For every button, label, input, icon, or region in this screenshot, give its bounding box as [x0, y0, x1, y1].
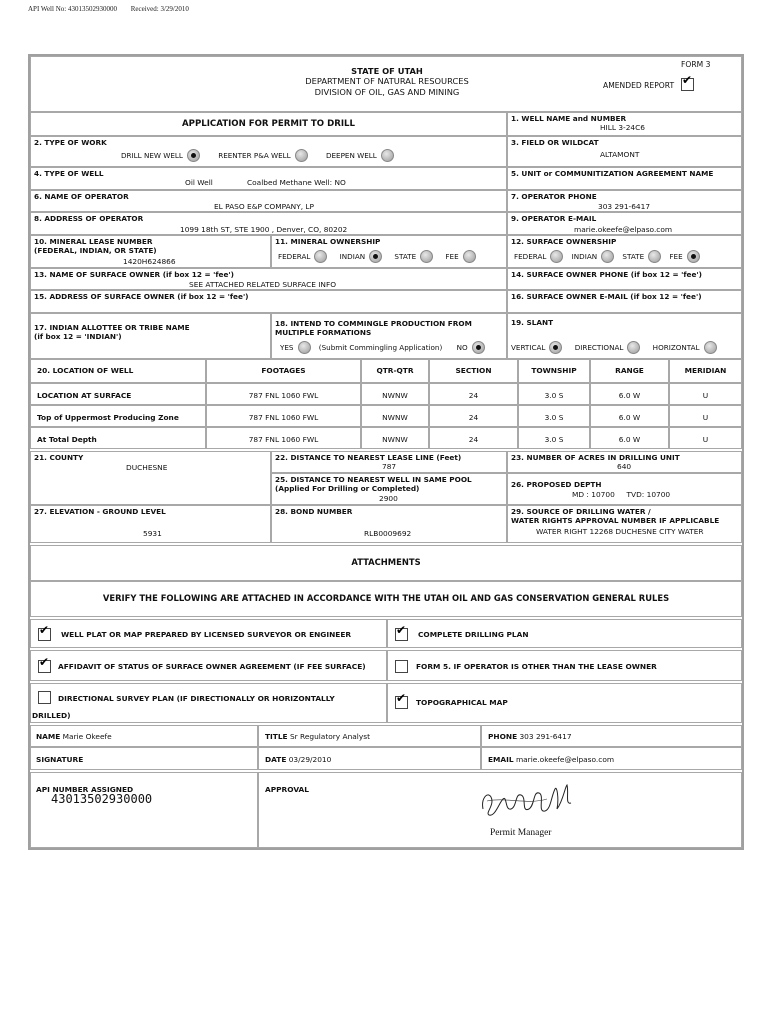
table-row-label: Top of Uppermost Producing Zone [30, 405, 206, 427]
surface-state-radio[interactable] [648, 250, 661, 263]
slant-directional-radio[interactable] [627, 341, 640, 354]
mineral-ownership-options [278, 250, 476, 263]
name-cell [30, 725, 258, 747]
mineral-indian-label: INDIAN [339, 252, 366, 261]
app-title-cell [30, 112, 507, 136]
field-22-label: 22. DISTANCE TO NEAREST LEASE LINE (Feet) [275, 453, 462, 462]
table-cell: U [669, 383, 742, 405]
title-value: Sr Regulatory Analyst [289, 732, 370, 741]
mineral-fee-radio[interactable] [463, 250, 476, 263]
field-6-label: 6. NAME OF OPERATOR [34, 192, 129, 201]
attachment-2-cell [387, 619, 742, 648]
table-cell: 24 [429, 427, 518, 449]
field-17-label: 17. INDIAN ALLOTTEE OR TRIBE NAME [34, 323, 190, 332]
field-23-label: 23. NUMBER OF ACRES IN DRILLING UNIT [511, 453, 680, 462]
field-12-cell [507, 235, 742, 268]
table-cell: 787 FNL 1060 FWL [206, 405, 361, 427]
field-21-cell [30, 451, 271, 505]
surface-indian-radio[interactable] [601, 250, 614, 263]
attachments-verify-text: VERIFY THE FOLLOWING ARE ATTACHED IN ACCORDANCE WITH THE UTAH OIL AND GAS CONSERVATION GENERAL RULES [102, 593, 670, 603]
title-row [265, 732, 370, 741]
loc-header-footages: FOOTAGES [206, 359, 361, 383]
commingle-options [280, 341, 485, 354]
table-cell: 6.0 W [590, 383, 669, 405]
attachments-title-cell [30, 545, 742, 581]
field-26-cell [507, 473, 742, 505]
api-number-value: 43013502930000 [51, 792, 153, 806]
field-1-cell [507, 112, 742, 136]
field-25-sublabel: (Applied For Drilling or Completed) [275, 484, 420, 493]
reenter-radio[interactable] [295, 149, 308, 162]
field-27-label: 27. ELEVATION - GROUND LEVEL [34, 507, 166, 516]
field-28-cell [271, 505, 507, 543]
field-29-sublabel: WATER RIGHTS APPROVAL NUMBER IF APPLICABLE [511, 516, 720, 525]
field-10-label: 10. MINERAL LEASE NUMBER [34, 237, 153, 246]
slant-horizontal-label: HORIZONTAL [652, 343, 700, 352]
well-type-value: Oil Well [185, 178, 213, 187]
field-15-cell [30, 290, 507, 313]
attachment-1-label: WELL PLAT OR MAP PREPARED BY LICENSED SURVEYOR OR ENGINEER [61, 630, 352, 639]
loc-header-section: SECTION [429, 359, 518, 383]
attachments-verify-cell [30, 581, 742, 617]
field-18-cell [271, 313, 507, 359]
mineral-fee-label: FEE [445, 252, 459, 261]
field-9-label: 9. OPERATOR E-MAIL [511, 214, 597, 223]
approval-signature [477, 779, 577, 823]
attachment-4-cell [387, 650, 742, 681]
bond-number-value: RLB0009692 [364, 529, 412, 538]
commingle-no-radio[interactable] [472, 341, 485, 354]
date-label: DATE [265, 755, 287, 764]
field-29-label: 29. SOURCE OF DRILLING WATER / [511, 507, 651, 516]
email-cell [481, 747, 742, 770]
title-block [30, 56, 742, 112]
form-number: FORM 3 [681, 60, 711, 69]
field-3-cell [507, 136, 742, 167]
field-3-label: 3. FIELD OR WILDCAT [511, 138, 599, 147]
operator-email-value: marie.okeefe@elpaso.com [574, 225, 673, 234]
phone-label: PHONE [488, 732, 518, 741]
field-16-cell [507, 290, 742, 313]
loc-header-range: RANGE [590, 359, 669, 383]
slant-vertical-label: VERTICAL [511, 343, 546, 352]
elevation-value: 5931 [143, 529, 162, 538]
surface-state-label: STATE [622, 252, 645, 261]
attachment-5-label: DIRECTIONAL SURVEY PLAN (IF DIRECTIONALLY OR HORIZONTALLY [58, 694, 335, 703]
table-cell: 24 [429, 383, 518, 405]
field-29-cell [507, 505, 742, 543]
email-label: EMAIL [488, 755, 514, 764]
type-of-work-options [121, 149, 394, 162]
table-cell: 3.0 S [518, 427, 590, 449]
table-cell: 6.0 W [590, 427, 669, 449]
field-19-cell [507, 313, 742, 359]
title-line2: DEPARTMENT OF NATURAL RESOURCES [305, 76, 469, 86]
approval-cell [258, 772, 742, 848]
field-26-label: 26. PROPOSED DEPTH [511, 480, 602, 489]
field-11-label: 11. MINERAL OWNERSHIP [275, 237, 381, 246]
mineral-indian-radio[interactable] [369, 250, 382, 263]
date-cell [258, 747, 481, 770]
field-value: ALTAMONT [600, 150, 640, 159]
attachment-5-checkbox[interactable] [38, 691, 51, 704]
attachment-2-checkbox[interactable] [395, 628, 408, 641]
drill-new-well-radio[interactable] [187, 149, 200, 162]
name-value: Marie Okeefe [62, 732, 112, 741]
attachment-5-label-cont: DRILLED) [32, 711, 71, 720]
table-row-label: At Total Depth [30, 427, 206, 449]
api-number-cell [30, 772, 258, 848]
deepen-label: DEEPEN WELL [325, 151, 377, 160]
commingle-no-label: NO [456, 343, 468, 352]
attachment-4-label: FORM 5. IF OPERATOR IS OTHER THAN THE LEASE OWNER [416, 662, 657, 671]
commingle-yes-radio[interactable] [298, 341, 311, 354]
surface-ownership-options [514, 250, 700, 263]
mineral-federal-label: FEDERAL [278, 252, 311, 261]
field-6-cell [30, 190, 507, 212]
date-row [265, 755, 331, 764]
attachment-3-label: AFFIDAVIT OF STATUS OF SURFACE OWNER AGREEMENT (IF FEE SURFACE) [58, 662, 366, 671]
field-1-label: 1. WELL NAME and NUMBER [511, 114, 627, 123]
loc-header-township: TOWNSHIP [518, 359, 590, 383]
table-cell: 787 FNL 1060 FWL [206, 383, 361, 405]
commingle-note: (Submit Commingling Application) [318, 343, 443, 352]
field-8-label: 8. ADDRESS OF OPERATOR [34, 214, 144, 223]
attachment-1-cell [30, 619, 387, 648]
field-2-label: 2. TYPE OF WORK [34, 138, 107, 147]
surface-federal-radio[interactable] [550, 250, 563, 263]
drill-new-well-label: DRILL NEW WELL [121, 151, 183, 160]
signature-cell [30, 747, 258, 770]
field-14-cell [507, 268, 742, 290]
field-21-label: 21. COUNTY [34, 453, 84, 462]
operator-name-value: EL PASO E&P COMPANY, LP [214, 202, 314, 211]
name-row [36, 732, 112, 741]
field-15-label: 15. ADDRESS OF SURFACE OWNER (if box 12 = 'fee') [34, 292, 249, 301]
field-7-label: 7. OPERATOR PHONE [511, 192, 597, 201]
field-18-sublabel: MULTIPLE FORMATIONS [275, 328, 372, 337]
field-7-cell [507, 190, 742, 212]
field-16-label: 16. SURFACE OWNER E-MAIL (if box 12 = 'fee') [511, 292, 702, 301]
slant-horizontal-radio[interactable] [704, 341, 717, 354]
lease-line-distance-value: 787 [382, 462, 397, 471]
phone-cell [481, 725, 742, 747]
name-label: NAME [36, 732, 61, 741]
table-cell: 787 FNL 1060 FWL [206, 427, 361, 449]
surface-federal-label: FEDERAL [514, 252, 547, 261]
field-2-cell [30, 136, 507, 167]
water-source-value: WATER RIGHT 12268 DUCHESNE CITY WATER [536, 527, 704, 536]
slant-options [511, 341, 717, 354]
attachment-4-checkbox[interactable] [395, 660, 408, 673]
field-27-cell [30, 505, 271, 543]
well-name-value: HILL 3-24C6 [600, 123, 645, 132]
surface-fee-label: FEE [669, 252, 683, 261]
surface-owner-name-value: SEE ATTACHED RELATED SURFACE INFO [189, 280, 337, 289]
table-cell: 24 [429, 405, 518, 427]
phone-row [488, 732, 572, 741]
slant-directional-label: DIRECTIONAL [574, 343, 624, 352]
attachment-3-cell [30, 650, 387, 681]
page-header [28, 5, 201, 13]
field-13-cell [30, 268, 507, 290]
title-label: TITLE [265, 732, 288, 741]
attachment-1-checkbox[interactable] [38, 628, 51, 641]
table-cell: U [669, 427, 742, 449]
field-4-cell [30, 167, 507, 190]
field-4-label: 4. TYPE OF WELL [34, 169, 104, 178]
table-cell: NWNW [361, 405, 429, 427]
field-17-sublabel: (if box 12 = 'INDIAN') [34, 332, 122, 341]
loc-header-qtr: QTR-QTR [361, 359, 429, 383]
loc-header-location: 20. LOCATION OF WELL [30, 359, 206, 383]
field-13-label: 13. NAME OF SURFACE OWNER (if box 12 = 'fee') [34, 270, 234, 279]
permit-manager-label: Permit Manager [490, 828, 552, 838]
table-cell: 3.0 S [518, 383, 590, 405]
field-22-cell [271, 451, 507, 473]
mineral-federal-radio[interactable] [314, 250, 327, 263]
field-18-label: 18. INTEND TO COMMINGLE PRODUCTION FROM [275, 319, 472, 328]
mineral-lease-value: 1420H624866 [123, 257, 176, 266]
field-8-cell [30, 212, 507, 235]
app-title: APPLICATION FOR PERMIT TO DRILL [182, 119, 355, 129]
field-25-label: 25. DISTANCE TO NEAREST WELL IN SAME POOL [275, 475, 472, 484]
table-cell: NWNW [361, 383, 429, 405]
field-10-cell [30, 235, 271, 268]
approval-label: APPROVAL [265, 785, 309, 794]
signature-label: SIGNATURE [36, 755, 84, 764]
field-17-cell [30, 313, 271, 359]
loc-header-meridian: MERIDIAN [669, 359, 742, 383]
field-5-cell [507, 167, 742, 190]
surface-indian-label: INDIAN [571, 252, 598, 261]
attachment-6-checkbox[interactable] [395, 696, 408, 709]
title-line1: STATE OF UTAH [351, 66, 423, 76]
field-19-label: 19. SLANT [511, 318, 554, 327]
api-well-no: API Well No: 43013502930000 [28, 5, 117, 13]
table-cell: 6.0 W [590, 405, 669, 427]
table-cell: U [669, 405, 742, 427]
phone-value: 303 291-6417 [519, 732, 572, 741]
proposed-depth-value: MD : 10700 TVD: 10700 [572, 490, 671, 499]
title-line3: DIVISION OF OIL, GAS AND MINING [314, 87, 460, 97]
field-28-label: 28. BOND NUMBER [275, 507, 353, 516]
operator-address-value: 1099 18th ST, STE 1900 , Denver, CO, 80202 [180, 225, 348, 234]
reenter-label: REENTER P&A WELL [218, 151, 291, 160]
attachments-title: ATTACHMENTS [351, 557, 421, 567]
coalbed-value: Coalbed Methane Well: NO [247, 178, 346, 187]
api-number-label: API NUMBER ASSIGNED [36, 785, 134, 794]
table-row-label: LOCATION AT SURFACE [30, 383, 206, 405]
email-value: marie.okeefe@elpaso.com [515, 755, 615, 764]
attachment-5-cell [30, 683, 387, 723]
date-value: 03/29/2010 [288, 755, 332, 764]
table-cell: 3.0 S [518, 405, 590, 427]
attachment-6-cell [387, 683, 742, 723]
field-23-cell [507, 451, 742, 473]
email-row [488, 755, 614, 764]
mineral-state-label: STATE [394, 252, 417, 261]
mineral-state-radio[interactable] [420, 250, 433, 263]
deepen-radio[interactable] [381, 149, 394, 162]
attachment-6-label: TOPOGRAPHICAL MAP [416, 698, 508, 707]
commingle-yes-label: YES [280, 343, 294, 352]
received-date: Received: 3/29/2010 [130, 5, 189, 13]
field-5-label: 5. UNIT or COMMUNITIZATION AGREEMENT NAME [511, 169, 714, 178]
table-cell: NWNW [361, 427, 429, 449]
attachment-2-label: COMPLETE DRILLING PLAN [418, 630, 529, 639]
field-14-label: 14. SURFACE OWNER PHONE (if box 12 = 'fee') [511, 270, 702, 279]
surface-fee-radio[interactable] [687, 250, 700, 263]
county-value: DUCHESNE [126, 463, 168, 472]
nearest-well-distance-value: 2900 [379, 494, 398, 503]
slant-vertical-radio[interactable] [549, 341, 562, 354]
field-12-label: 12. SURFACE OWNERSHIP [511, 237, 617, 246]
operator-phone-value: 303 291-6417 [598, 202, 651, 211]
acres-value: 640 [617, 462, 632, 471]
field-25-cell [271, 473, 507, 505]
field-9-cell [507, 212, 742, 235]
amended-report-label: AMENDED REPORT [603, 81, 675, 90]
amended-report-checkbox[interactable] [681, 78, 694, 91]
field-10-sublabel: (FEDERAL, INDIAN, OR STATE) [34, 246, 157, 255]
field-11-cell [271, 235, 507, 268]
attachment-3-checkbox[interactable] [38, 660, 51, 673]
title-cell [258, 725, 481, 747]
